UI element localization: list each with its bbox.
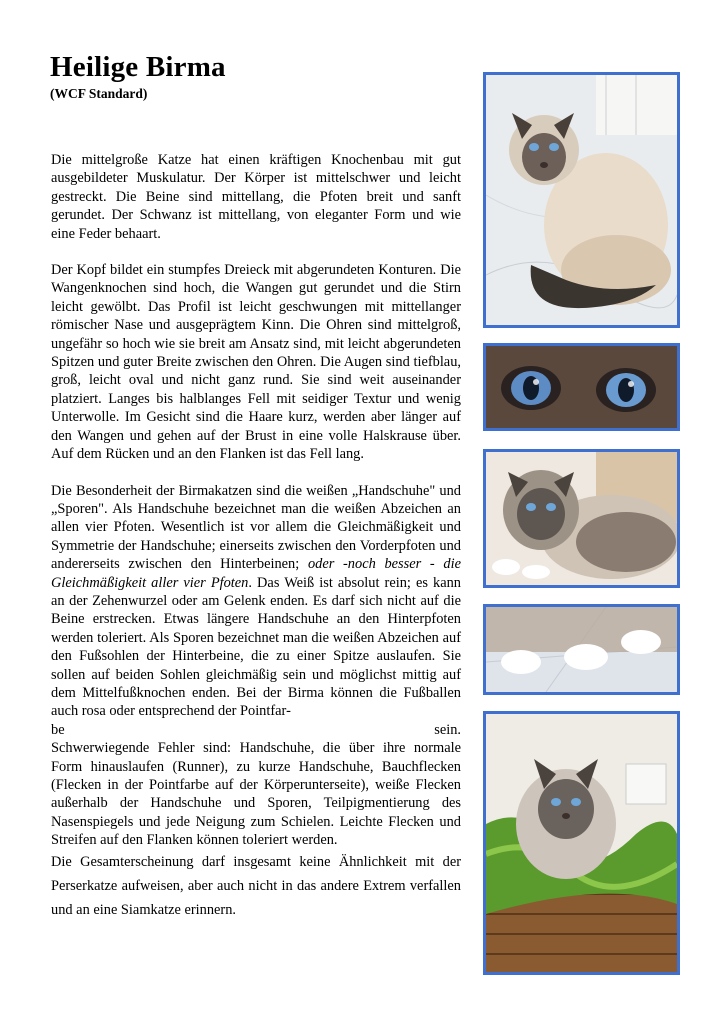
paragraph-overall-appearance: Die Gesamterscheinung darf insgesamt keine Ähnlichkeit mit der Perserkatze aufweisen, aber auch nicht in das andere Extrem verfallen und an eine Siamkatze erinnern. [51, 853, 461, 918]
cat-eyes-closeup-photo [483, 343, 680, 431]
paragraph-gloves-text-b: . Das Weiß ist absolut rein; es kann an der Zehenwurzel oder am Gelenk enden. Es darf sich nicht auf die Beine erstrecken. Etwas längere Handschuhe an den Hinterpfoten werden toleriert. Als Sporen bezeichnet man die weißen Abzeichen auf den Fußsohlen der Hinterbeine, die zu einer Spitze auslaufen. Sie sollen auf beiden Sohlen gleichmäßig sein und möglichst mittig auf dem Mittelfußknochen enden. Bei der Birma können die Fußballen auch rosa oder entsprechend der Pointfar- [51, 574, 461, 720]
sitting-birma-cat-photo [483, 72, 680, 328]
article-body [51, 151, 461, 922]
lying-birma-cat-photo [483, 449, 680, 588]
paragraph-gloves-italic: oder -noch besser - die Gleichmäßigkeit aller vier Pfoten [51, 556, 461, 591]
paragraph-gloves-end-left: be [51, 721, 65, 738]
paragraph-gloves-end-line [51, 721, 461, 739]
paragraph-gloves-text-a: Die Besonderheit der Birmakatzen sind die weißen „Handschuhe" und „Sporen". Als Handschuhe bezeichnet man die weißen Abzeichen an allen vier Pfoten. Wesentlich ist vor allem die Gleichmäßigkeit und Symmetrie der Handschuhe; einerseits zwischen den Vorderpfoten und andererseits zwischen den Hinterbeinen; [51, 482, 461, 573]
cat-in-basket-photo [483, 711, 680, 975]
paragraph-body-structure: Die mittelgroße Katze hat einen kräftigen Knochenbau mit gut ausgebildeter Muskulatur. Der Körper ist mittelschwer und leicht gestreckt. Die Beine sind mittellang, die Pfoten breit und sanft gerundet. Der Schwanz ist mittellang, von eleganter Form und wie eine Feder behaart. [51, 152, 461, 242]
paragraph-gloves-and-spurs [51, 482, 461, 721]
page-subtitle: (WCF Standard) [50, 86, 148, 101]
page-title: Heilige Birma [50, 51, 226, 83]
paragraph-head-description: Der Kopf bildet ein stumpfes Dreieck mit abgerundeten Konturen. Die Wangenknochen sind hoch, die Wangen gut gerundet und die Stirn leicht gewölbt. Das Profil ist leicht geschwungen mit mittellanger römischer Nase und ausgeprägtem Kinn. Die Ohren sind mittelgroß, ungefähr so hoch wie sie breit am Ansatz sind, mit leicht abgerundeten Spitzen und guter Breite zwischen den Ohren. Die Augen sind tiefblau, groß, leicht oval und nicht ganz rund. Sie sind weit auseinander platziert. Langes bis halblanges Fell mit seidiger Textur und wenig Unterwolle. Im Gesicht sind die Haare kurz, werden aber länger auf den Wangen und gehen auf der Brust in eine volle Halskrause über. Auf dem Rücken und an den Flanken ist das Fell lang. [51, 262, 461, 463]
paragraph-gloves-end-right: sein. [434, 721, 461, 738]
white-paws-closeup-photo [483, 604, 680, 695]
paragraph-serious-faults: Schwerwiegende Fehler sind: Handschuhe, die über ihre normale Form hinauslaufen (Runner), zu kurze Handschuhe, Bauchflecken (Flecken in der Pointfarbe auf der Körperunterseite), weiße Flecken außerhalb der Handschuhe und Sporen, Teilpigmentierung des Nasenspiegels und jede Neigung zum Schielen. Leichte Flecken und Streifen auf den Flanken können toleriert werden. [51, 740, 461, 849]
